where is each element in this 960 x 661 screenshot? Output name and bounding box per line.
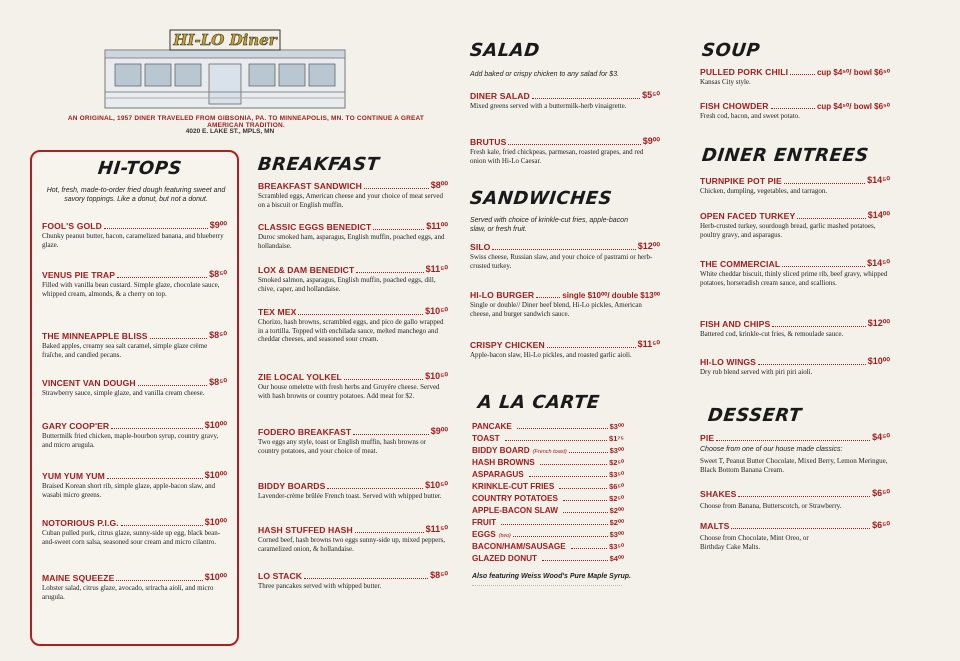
item-price: $8⁰⁰ <box>430 180 448 190</box>
item-name: TOAST <box>472 434 500 443</box>
item-price: $14⁵⁰ <box>867 175 890 185</box>
menu-item <box>258 524 448 553</box>
item-price: $6⁵⁰ <box>872 520 890 530</box>
item-name: BIDDY BOARD <box>472 446 530 455</box>
logo-tagline: AN ORIGINAL, 1957 DINER TRAVELED FROM GIBSONIA, PA. TO MINNEAPOLIS, MN. TO CONTINUE A GREAT AMERICAN TRADITION. <box>67 115 425 129</box>
item-price: $1⁷⁵ <box>609 434 624 443</box>
item-price: $9⁰⁰ <box>642 136 660 146</box>
item-description: Corned beef, hash browns two eggs sunny-side up, mixed peppers, caramelized onion, & hollandaise. <box>258 536 446 553</box>
item-description: Kansas City style. <box>700 78 751 86</box>
item-name: COUNTRY POTATOES <box>472 494 558 503</box>
hitops-title: HI-TOPS <box>96 158 183 179</box>
item-name: HI-LO BURGER <box>470 290 535 300</box>
menu-item <box>700 356 890 377</box>
item-price: $6⁵⁰ <box>609 482 624 491</box>
item-description: Three pancakes served with whipped butter. <box>258 582 382 590</box>
alacarte-item <box>472 506 624 515</box>
item-name: LOX & DAM BENEDICT <box>258 265 355 275</box>
menu-item <box>42 269 227 298</box>
item-name: ZIE LOCAL YOLKEL <box>258 372 342 382</box>
menu-item <box>42 420 227 449</box>
item-price: $6⁵⁰ <box>872 488 890 498</box>
menu-item <box>42 220 227 249</box>
item-description: Smoked salmon, asparagus, English muffin, poached eggs, dill, chive, caper, and hollandaise. <box>258 276 436 293</box>
menu-item <box>42 470 227 499</box>
item-name: FOOL'S GOLD <box>42 221 102 231</box>
alacarte-item <box>472 422 624 431</box>
item-name: SILO <box>470 242 491 252</box>
item-price: single $10⁰⁰/ double $13⁰⁰ <box>562 291 660 300</box>
menu-item <box>700 210 890 239</box>
item-name: APPLE-BACON SLAW <box>472 506 558 515</box>
item-name: TEX MEX <box>258 307 297 317</box>
item-description: Buttermilk fried chicken, maple-bourbon syrup, country gravy, and micro arugula. <box>42 432 219 449</box>
sandwiches-subtitle: Served with choice of krinkle-cut fries, apple-bacon slaw, or fresh fruit. <box>470 217 628 233</box>
dessert-title: DESSERT <box>706 405 803 426</box>
item-description: Lavender-crème brûlée French toast. Served with whipped butter. <box>258 492 442 500</box>
hitops-subtitle: Hot, fresh, made-to-order fried dough featuring sweet and savory toppings. Like a donut, but not a donut. <box>46 187 226 203</box>
item-price: $4⁰⁰ <box>609 554 624 563</box>
item-price: cup $4⁵⁰/ bowl $6⁵⁰ <box>816 68 890 77</box>
hitops-section <box>30 150 239 646</box>
alacarte-item <box>472 542 624 551</box>
item-description: Fresh kale, fried chickpeas, parmesan, roasted grapes, and red onion with Hi-Lo Caesar. <box>470 148 644 165</box>
logo-text: HI-LO Diner <box>173 31 277 49</box>
fine-print-lines <box>472 585 622 600</box>
menu-item <box>258 570 448 591</box>
item-price: $2⁰⁰ <box>609 506 624 515</box>
menu-item <box>700 101 890 121</box>
item-price: $9⁰⁰ <box>209 220 227 230</box>
item-description: Choose from Banana, Butterscotch, or Strawberry. <box>700 502 842 510</box>
item-name: VINCENT VAN DOUGH <box>42 378 136 388</box>
item-name: BIDDY BOARDS <box>258 481 326 491</box>
item-description: Braised Korean short rib, simple glaze, apple-bacon slaw, and wasabi micro greens. <box>42 482 216 499</box>
item-name: BREAKFAST SANDWICH <box>258 181 362 191</box>
salad-title: SALAD <box>468 40 541 61</box>
item-price: $2⁵⁰ <box>609 458 624 467</box>
diner-building-illustration <box>100 28 350 113</box>
menu-item <box>700 258 890 287</box>
alacarte-item <box>472 518 624 527</box>
item-price: $3⁰⁰ <box>609 446 624 455</box>
breakfast-title: BREAKFAST <box>256 154 381 175</box>
item-description: Swiss cheese, Russian slaw, and your choice of pastrami or herb-crusted turkey. <box>470 253 653 270</box>
item-price: $14⁰⁰ <box>867 210 890 220</box>
item-name: MALTS <box>700 521 730 531</box>
item-name: VENUS PIE TRAP <box>42 270 116 280</box>
item-price: $10⁰⁰ <box>204 517 227 527</box>
salad-subtitle: Add baked or crispy chicken to any salad for $3. <box>470 71 620 78</box>
menu-item <box>258 371 448 400</box>
item-price: $12⁰⁰ <box>637 241 660 251</box>
item-description: Battered cod, krinkle-cut fries, & remoulade sauce. <box>700 330 844 338</box>
item-name: FISH CHOWDER <box>700 101 769 111</box>
item-description: Herb-crusted turkey, sourdough bread, garlic mashed potatoes, poultry gravy, and asparagus. <box>700 222 876 239</box>
item-description: Strawberry sauce, simple glaze, and vanilla cream cheese. <box>42 389 205 397</box>
item-price: $14⁵⁰ <box>867 258 890 268</box>
item-name: ASPARAGUS <box>472 470 524 479</box>
alacarte-item <box>472 494 624 503</box>
item-description: Our house omelette with fresh herbs and Gruyère cheese. Served with hash browns or country potatoes. Add meat for $2. <box>258 383 440 400</box>
item-name: FODERO BREAKFAST <box>258 427 352 437</box>
alacarte-item <box>472 434 624 443</box>
item-description: Filled with vanilla bean custard. Simple glaze, chocolate sauce, whipped cream, almonds, & a cherry on top. <box>42 281 220 298</box>
item-price: $11⁵⁰ <box>425 264 448 274</box>
item-price: $9⁰⁰ <box>430 426 448 436</box>
menu-item <box>700 175 890 196</box>
menu-item <box>42 517 227 546</box>
item-name: OPEN FACED TURKEY <box>700 211 796 221</box>
soup-title: SOUP <box>700 40 762 61</box>
item-name: SHAKES <box>700 489 737 499</box>
item-description: Chicken, dumpling, vegetables, and tarragon. <box>700 187 828 195</box>
menu-item <box>470 241 660 270</box>
menu-item <box>470 90 660 111</box>
alacarte-item <box>472 482 624 491</box>
item-price: $8⁵⁰ <box>209 330 227 340</box>
alacarte-item <box>472 458 624 467</box>
item-price: $8⁵⁰ <box>209 377 227 387</box>
entrees-title: DINER ENTREES <box>700 145 870 166</box>
item-name: PANCAKE <box>472 422 512 431</box>
item-name: NOTORIOUS P.I.G. <box>42 518 119 528</box>
sandwiches-title: SANDWICHES <box>468 188 614 209</box>
item-name: LO STACK <box>258 571 303 581</box>
item-description: Apple-bacon slaw, Hi-Lo pickles, and roasted garlic aioli. <box>470 351 632 359</box>
item-name: HASH BROWNS <box>472 458 535 467</box>
diner-logo <box>100 28 350 113</box>
item-description: Scrambled eggs, American cheese and your choice of meat served on a biscuit or English muffin. <box>258 192 444 209</box>
item-description: Sweet T, Peanut Butter Chocolate, Mixed Berry, Lemon Meringue, Black Bottom Banana Cream. <box>700 457 888 474</box>
item-price: $8⁵⁰ <box>209 269 227 279</box>
item-price: $3⁵⁰ <box>609 542 624 551</box>
item-name: GARY COOP'ER <box>42 421 110 431</box>
alacarte-title: A LA CARTE <box>476 392 601 413</box>
item-price: $10⁵⁰ <box>425 306 448 316</box>
item-name: MAINE SQUEEZE <box>42 573 115 583</box>
menu-item <box>700 318 890 339</box>
item-price: $11⁵⁰ <box>425 524 448 534</box>
menu-item <box>470 136 660 165</box>
menu-item <box>700 488 890 511</box>
item-price: $2⁰⁰ <box>609 518 624 527</box>
menu-item <box>42 330 227 359</box>
item-description: White cheddar biscuit, thinly sliced prime rib, beef gravy, whipped potatoes, horseradish cream sauce, and scallions. <box>700 270 888 287</box>
item-name: GLAZED DONUT <box>472 554 538 563</box>
item-price: $11⁰⁰ <box>426 221 448 231</box>
item-name: DINER SALAD <box>470 91 530 101</box>
item-description: Two eggs any style, toast or English muffin, hash browns or country potatoes, and your choice of meat. <box>258 438 427 455</box>
menu-item <box>258 180 448 209</box>
alacarte-item <box>472 470 624 479</box>
item-name: PULLED PORK CHILI <box>700 67 789 77</box>
menu-item <box>258 426 448 455</box>
menu-item <box>258 480 448 501</box>
item-price: cup $4⁵⁰/ bowl $6⁵⁰ <box>816 102 890 111</box>
item-name: EGGS <box>472 530 496 539</box>
item-name: FISH AND CHIPS <box>700 319 771 329</box>
item-description: Dry rub blend served with piri piri aioli. <box>700 368 813 376</box>
item-price: $3⁰⁰ <box>609 422 624 431</box>
item-name: CRISPY CHICKEN <box>470 340 545 350</box>
item-name: THE MINNEAPPLE BLISS <box>42 331 148 341</box>
item-description: Lobster salad, citrus glaze, avocado, sriracha aioli, and micro arugula. <box>42 584 214 601</box>
item-name: PIE <box>700 433 715 443</box>
item-price: $10⁰⁰ <box>204 470 227 480</box>
item-price: $12⁰⁰ <box>867 318 890 328</box>
item-price: $10⁰⁰ <box>204 420 227 430</box>
item-note: Choose from one of our house made classics: <box>700 446 843 453</box>
alacarte-footer: Also featuring Weiss Wood's Pure Maple Syrup. <box>472 573 631 580</box>
item-price: $5⁵⁰ <box>642 90 660 100</box>
item-price: $3⁵⁰ <box>609 470 624 479</box>
item-name: BACON/HAM/SAUSAGE <box>472 542 566 551</box>
menu-item <box>42 572 227 601</box>
alacarte-item: EGGS (two) $3⁰⁰ <box>472 530 624 539</box>
item-price: $2⁵⁰ <box>609 494 624 503</box>
alacarte-item <box>472 554 624 563</box>
menu-item <box>700 67 890 87</box>
menu-item <box>700 432 890 474</box>
item-description: Chorizo, hash browns, scrambled eggs, and pico de gallo wrapped in a tortilla. Topped with enchilada sauce, melted manchego and cheddar cheeses, and seasoned sour cream. <box>258 318 444 343</box>
item-name: THE COMMERCIAL <box>700 259 781 269</box>
menu-item <box>470 339 660 360</box>
item-price: $4⁵⁰ <box>872 432 890 442</box>
item-price: $11⁵⁰ <box>637 339 660 349</box>
menu-item <box>258 306 448 344</box>
item-price: $10⁵⁰ <box>425 371 448 381</box>
item-description: Single or double// Diner beef blend, Hi-Lo pickles, American cheese, and burger sandwich sauce. <box>470 301 642 318</box>
item-name: CLASSIC EGGS BENEDICT <box>258 222 372 232</box>
menu-item <box>258 264 448 293</box>
item-price: $3⁰⁰ <box>609 530 624 539</box>
item-description: Cuban pulled pork, citrus glaze, sunny-side up egg, black bean-and-sweet corn salsa, seasoned sour cream and micro cilantro. <box>42 529 221 546</box>
item-description: Duroc smoked ham, asparagus, English muffin, poached eggs, and hollandaise. <box>258 233 445 250</box>
item-price: $8⁵⁰ <box>430 570 448 580</box>
item-price: $10⁰⁰ <box>867 356 890 366</box>
alacarte-item: BIDDY BOARD (French toast) $3⁰⁰ <box>472 446 624 455</box>
menu-item <box>700 520 890 551</box>
item-description: Choose from Chocolate, Mint Oreo, or Birthday Cake Malts. <box>700 534 809 551</box>
item-description: Fresh cod, bacon, and sweet potato. <box>700 112 800 120</box>
item-name: YUM YUM YUM <box>42 471 105 481</box>
item-name: HI-LO WINGS <box>700 357 756 367</box>
item-price: $10⁵⁰ <box>425 480 448 490</box>
item-description: Mixed greens served with a buttermilk-herb vinaigrette. <box>470 102 627 110</box>
menu-item <box>42 377 227 398</box>
item-name: FRUIT <box>472 518 497 527</box>
item-name: HASH STUFFED HASH <box>258 525 353 535</box>
menu-item <box>258 221 448 250</box>
item-description: Baked apples, creamy sea salt caramel, simple glaze crème fraîche, and candied pecans. <box>42 342 208 359</box>
item-description: Chunky peanut butter, bacon, caramelized banana, and blueberry glaze. <box>42 232 224 249</box>
item-name: BRUTUS <box>470 137 507 147</box>
item-price: $10⁰⁰ <box>204 572 227 582</box>
menu-item <box>470 290 660 318</box>
logo-address: 4020 E. LAKE ST., MPLS, MN <box>185 128 275 135</box>
item-name: TURNPIKE POT PIE <box>700 176 782 186</box>
item-name: KRINKLE-CUT FRIES <box>472 482 555 491</box>
